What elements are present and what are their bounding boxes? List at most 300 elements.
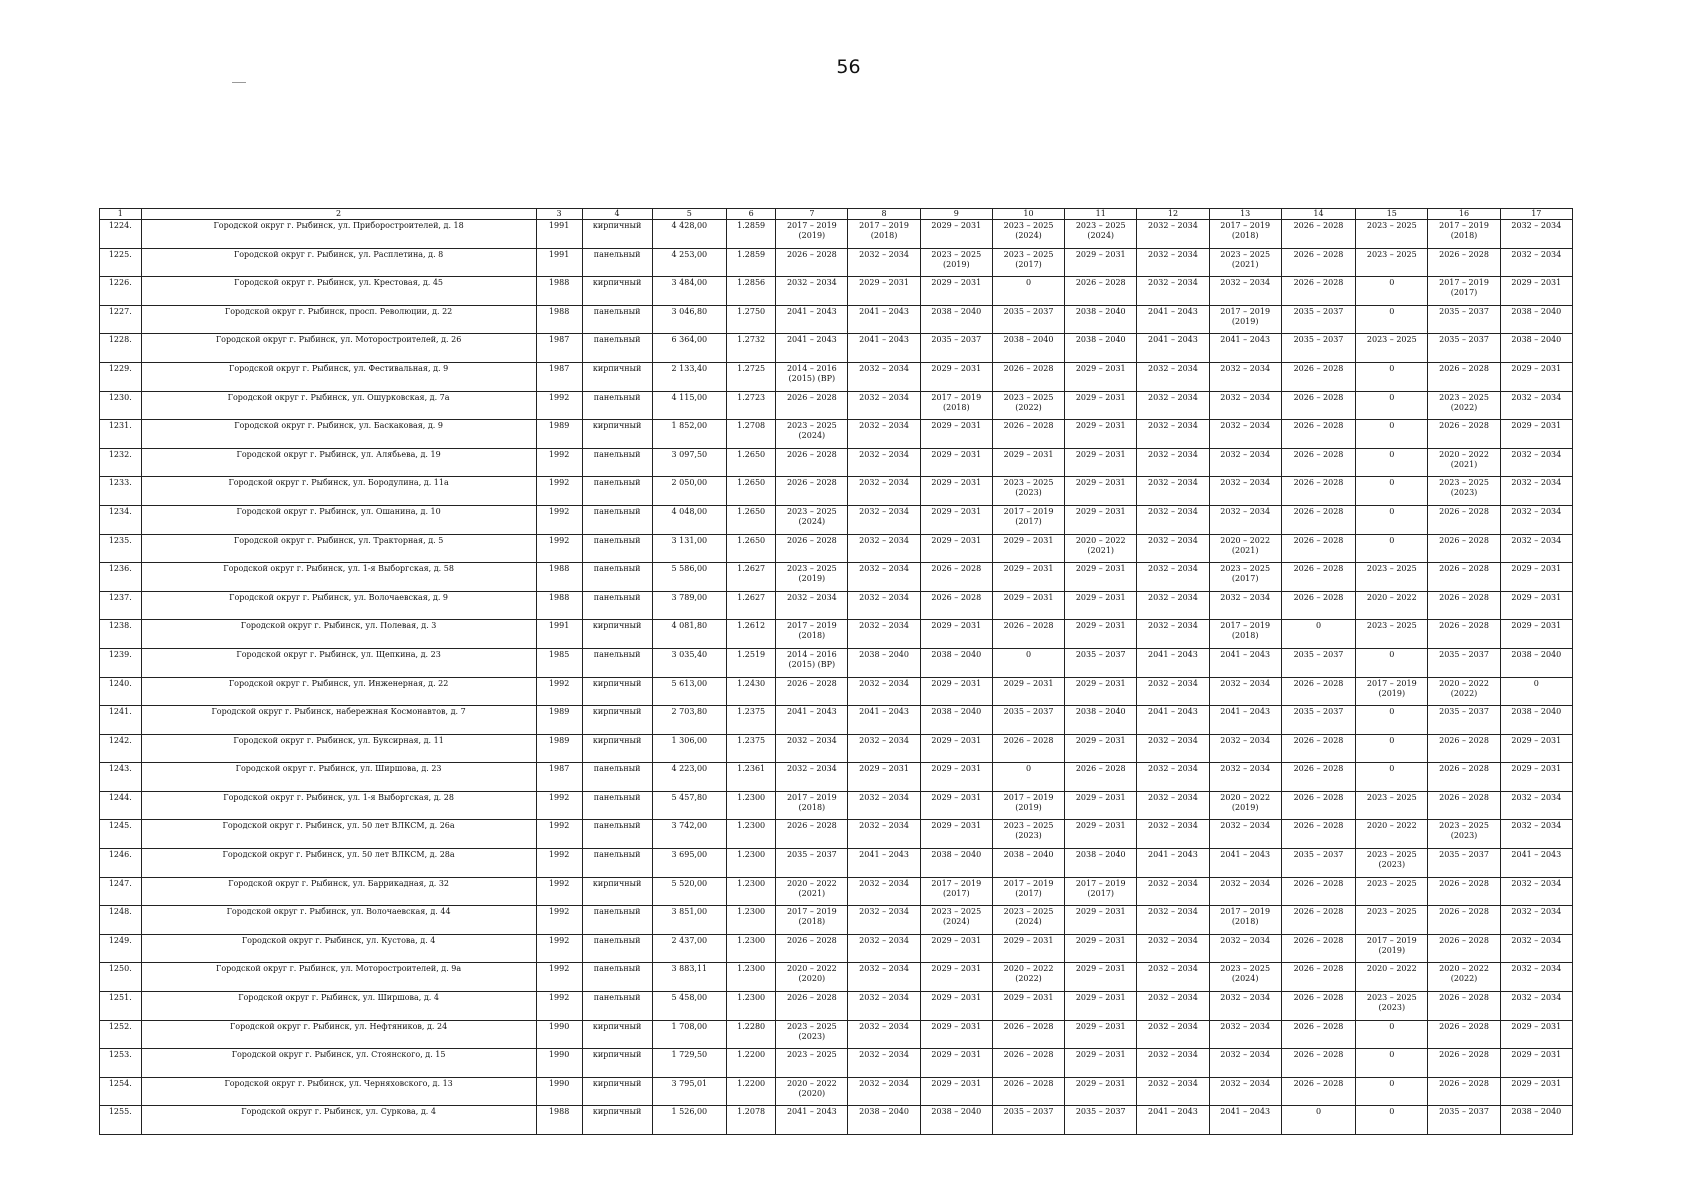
table-cell: 2038 – 2040 (1500, 648, 1572, 677)
table-cell: 2029 – 2031 (1065, 248, 1137, 277)
table-cell: 2029 – 2031 (920, 934, 992, 963)
table-cell: кирпичный (582, 362, 652, 391)
table-cell: 2041 – 2043 (1209, 334, 1281, 363)
table-cell: 2032 – 2034 (1137, 820, 1209, 849)
table-cell: 2026 – 2028 (992, 620, 1064, 649)
table-cell: 2032 – 2034 (1500, 248, 1572, 277)
table-row (100, 534, 1573, 563)
table-cell: 0 (1356, 734, 1428, 763)
table-cell: 2026 – 2028 (1281, 505, 1355, 534)
table-cell: 2023 – 2025 (2024) (992, 220, 1064, 249)
table-cell: 2026 – 2028 (1281, 391, 1355, 420)
column-number: 9 (920, 209, 992, 220)
table-cell: 2023 – 2025 (2024) (992, 906, 1064, 935)
table-cell: 2020 – 2022 (2019) (1209, 791, 1281, 820)
table-cell: 1988 (536, 277, 582, 306)
table-cell: 2038 – 2040 (920, 305, 992, 334)
address-cell: Городской округ г. Рыбинск, ул. Буксирная, д. 11 (141, 734, 536, 763)
table-cell: 1992 (536, 992, 582, 1021)
table-cell: 2035 – 2037 (992, 706, 1064, 735)
table-cell: 2032 – 2034 (1137, 1049, 1209, 1078)
table-cell: 2032 – 2034 (848, 420, 920, 449)
table-cell: 1.2200 (727, 1049, 776, 1078)
table-cell: 2032 – 2034 (1137, 277, 1209, 306)
table-cell: 2032 – 2034 (776, 734, 848, 763)
table-cell: 2032 – 2034 (1137, 906, 1209, 935)
table-cell: 1992 (536, 963, 582, 992)
row-number-cell: 1248. (100, 906, 142, 935)
table-cell: 2026 – 2028 (1281, 963, 1355, 992)
table-cell: кирпичный (582, 877, 652, 906)
table-cell: 2032 – 2034 (1500, 505, 1572, 534)
column-number: 15 (1356, 209, 1428, 220)
table-cell: 2029 – 2031 (920, 505, 992, 534)
table-cell: 2017 – 2019 (2018) (776, 791, 848, 820)
table-cell: 2026 – 2028 (1428, 563, 1500, 592)
table-cell: 2023 – 2025 (1356, 334, 1428, 363)
table-cell: 2026 – 2028 (1428, 992, 1500, 1021)
table-cell: 0 (1356, 1077, 1428, 1106)
table-cell: 2032 – 2034 (1209, 448, 1281, 477)
address-cell: Городской округ г. Рыбинск, просп. Революции, д. 22 (141, 305, 536, 334)
table-cell: 2026 – 2028 (776, 992, 848, 1021)
table-cell: 2026 – 2028 (992, 420, 1064, 449)
table-cell: 2029 – 2031 (1065, 505, 1137, 534)
table-cell: 2041 – 2043 (1209, 1106, 1281, 1135)
table-cell: 2032 – 2034 (1209, 763, 1281, 792)
table-cell: 1.2300 (727, 820, 776, 849)
table-cell: 2029 – 2031 (920, 420, 992, 449)
table-cell: 2035 – 2037 (920, 334, 992, 363)
table-cell: 2032 – 2034 (848, 505, 920, 534)
table-cell: 2032 – 2034 (848, 820, 920, 849)
table-cell: 1992 (536, 391, 582, 420)
table-cell: 2029 – 2031 (992, 992, 1064, 1021)
table-cell: 2026 – 2028 (920, 591, 992, 620)
table-cell: 1.2361 (727, 763, 776, 792)
table-row (100, 1049, 1573, 1078)
table-cell: 2029 – 2031 (920, 1077, 992, 1106)
table-cell: 2026 – 2028 (1281, 448, 1355, 477)
table-cell: 1.2723 (727, 391, 776, 420)
column-number: 4 (582, 209, 652, 220)
table-cell: 0 (1356, 648, 1428, 677)
table-cell: 2026 – 2028 (992, 734, 1064, 763)
table-cell: 2029 – 2031 (1500, 620, 1572, 649)
table-cell: 2023 – 2025 (1356, 877, 1428, 906)
table-cell: 2026 – 2028 (1281, 877, 1355, 906)
table-cell: 2 050,00 (652, 477, 726, 506)
table-cell: 2029 – 2031 (920, 820, 992, 849)
table-cell: 2032 – 2034 (1137, 620, 1209, 649)
table-cell: 3 742,00 (652, 820, 726, 849)
table-cell: 2029 – 2031 (848, 763, 920, 792)
table-cell: 2029 – 2031 (1500, 734, 1572, 763)
table-cell: 3 795,01 (652, 1077, 726, 1106)
table-cell: 2029 – 2031 (1065, 791, 1137, 820)
table-cell: 2029 – 2031 (1065, 1077, 1137, 1106)
table-cell: 2029 – 2031 (1065, 362, 1137, 391)
table-cell: 1 852,00 (652, 420, 726, 449)
table-cell: 2032 – 2034 (848, 477, 920, 506)
table-cell: 2017 – 2019 (2018) (776, 620, 848, 649)
table-cell: 2026 – 2028 (1428, 620, 1500, 649)
table-cell: 2032 – 2034 (848, 391, 920, 420)
page-number: 56 (836, 56, 861, 78)
table-cell: 2029 – 2031 (992, 677, 1064, 706)
table-cell: 1987 (536, 763, 582, 792)
table-cell: 2032 – 2034 (848, 992, 920, 1021)
table-cell: 2029 – 2031 (1065, 391, 1137, 420)
table-cell: 2038 – 2040 (992, 849, 1064, 878)
table-cell: 2035 – 2037 (1065, 648, 1137, 677)
table-cell: 1.2627 (727, 591, 776, 620)
address-cell: Городской округ г. Рыбинск, ул. Черняховского, д. 13 (141, 1077, 536, 1106)
table-cell: 2026 – 2028 (1428, 1077, 1500, 1106)
table-cell: 2020 – 2022 (2021) (1209, 534, 1281, 563)
table-cell: 2032 – 2034 (1137, 448, 1209, 477)
table-cell: 2026 – 2028 (776, 448, 848, 477)
table-cell: 2032 – 2034 (1209, 277, 1281, 306)
table-cell: 0 (1356, 277, 1428, 306)
table-cell: панельный (582, 591, 652, 620)
row-number-cell: 1251. (100, 992, 142, 1021)
table-cell: 2029 – 2031 (920, 763, 992, 792)
table-cell: 2041 – 2043 (848, 706, 920, 735)
table-cell: 2026 – 2028 (1428, 734, 1500, 763)
table-cell: 1988 (536, 1106, 582, 1135)
table-cell: 2041 – 2043 (776, 305, 848, 334)
table-cell: 2032 – 2034 (1137, 591, 1209, 620)
table-cell: 2038 – 2040 (1065, 706, 1137, 735)
table-cell: 2032 – 2034 (1209, 362, 1281, 391)
row-number-cell: 1231. (100, 420, 142, 449)
table-cell: 1.2200 (727, 1077, 776, 1106)
table-cell: 2029 – 2031 (920, 992, 992, 1021)
row-number-cell: 1246. (100, 849, 142, 878)
table-cell: 1 729,50 (652, 1049, 726, 1078)
row-number-cell: 1238. (100, 620, 142, 649)
table-cell: 2023 – 2025 (2023) (1356, 992, 1428, 1021)
column-number: 5 (652, 209, 726, 220)
table-cell: 2041 – 2043 (1137, 334, 1209, 363)
table-cell: 2026 – 2028 (776, 677, 848, 706)
table-cell: 2026 – 2028 (992, 1020, 1064, 1049)
table-cell: кирпичный (582, 1020, 652, 1049)
table-cell: панельный (582, 963, 652, 992)
table-cell: 2032 – 2034 (1209, 877, 1281, 906)
table-cell: 1990 (536, 1020, 582, 1049)
table-cell: 2017 – 2019 (2018) (776, 906, 848, 935)
table-cell: 0 (1281, 1106, 1355, 1135)
table-row (100, 277, 1573, 306)
table-cell: 2026 – 2028 (920, 563, 992, 592)
table-cell: 2023 – 2025 (1356, 620, 1428, 649)
table-cell: 2029 – 2031 (1500, 420, 1572, 449)
table-cell: 2026 – 2028 (992, 1049, 1064, 1078)
address-cell: Городской округ г. Рыбинск, ул. 50 лет ВЛКСМ, д. 28а (141, 849, 536, 878)
table-cell: 1992 (536, 906, 582, 935)
table-cell: 2029 – 2031 (920, 734, 992, 763)
address-cell: Городской округ г. Рыбинск, ул. Суркова, д. 4 (141, 1106, 536, 1135)
table-row (100, 248, 1573, 277)
table-cell: 2032 – 2034 (1209, 591, 1281, 620)
table-cell: 3 851,00 (652, 906, 726, 935)
address-cell: Городской округ г. Рыбинск, ул. Нефтяников, д. 24 (141, 1020, 536, 1049)
table-cell: 2017 – 2019 (2019) (1356, 934, 1428, 963)
table-cell: 2038 – 2040 (920, 1106, 992, 1135)
table-cell: 2020 – 2022 (2021) (1065, 534, 1137, 563)
table-cell: 2032 – 2034 (1137, 963, 1209, 992)
table-cell: 2026 – 2028 (1428, 591, 1500, 620)
table-cell: 2032 – 2034 (848, 620, 920, 649)
table-cell: панельный (582, 391, 652, 420)
table-cell: 2032 – 2034 (1209, 934, 1281, 963)
table-cell: 1.2300 (727, 906, 776, 935)
table-cell: 1.2732 (727, 334, 776, 363)
table-cell: 2023 – 2025 (2024) (776, 505, 848, 534)
table-cell: 2026 – 2028 (1065, 277, 1137, 306)
table-cell: 2032 – 2034 (1137, 505, 1209, 534)
table-cell: 2029 – 2031 (1500, 563, 1572, 592)
table-cell: 4 428,00 (652, 220, 726, 249)
table-cell: 2029 – 2031 (1065, 820, 1137, 849)
table-cell: 2038 – 2040 (1500, 706, 1572, 735)
table-cell: панельный (582, 534, 652, 563)
table-row (100, 734, 1573, 763)
table-cell: 2032 – 2034 (1500, 992, 1572, 1021)
housing-repair-schedule-table (99, 208, 1573, 1135)
address-cell: Городской округ г. Рыбинск, ул. Ширшова, д. 23 (141, 763, 536, 792)
table-cell: 2032 – 2034 (1500, 448, 1572, 477)
table-cell: панельный (582, 563, 652, 592)
table-cell: 2029 – 2031 (1065, 477, 1137, 506)
table-cell: 1992 (536, 934, 582, 963)
table-cell: 4 115,00 (652, 391, 726, 420)
table-row (100, 362, 1573, 391)
table-cell: 2026 – 2028 (1281, 906, 1355, 935)
address-cell: Городской округ г. Рыбинск, ул. 50 лет ВЛКСМ, д. 26а (141, 820, 536, 849)
table-cell: 6 364,00 (652, 334, 726, 363)
table-cell: 2023 – 2025 (2022) (992, 391, 1064, 420)
table-cell: 2035 – 2037 (1428, 706, 1500, 735)
table-cell: 2026 – 2028 (992, 1077, 1064, 1106)
table-cell: 2023 – 2025 (2017) (1209, 563, 1281, 592)
table-cell: 1992 (536, 448, 582, 477)
address-cell: Городской округ г. Рыбинск, ул. Ошурковская, д. 7а (141, 391, 536, 420)
table-cell: 2029 – 2031 (1500, 1020, 1572, 1049)
table-cell: 0 (1356, 391, 1428, 420)
table-cell: 5 586,00 (652, 563, 726, 592)
table-cell: 2026 – 2028 (1281, 591, 1355, 620)
table-cell: 0 (1356, 505, 1428, 534)
table-row (100, 334, 1573, 363)
table-cell: 2032 – 2034 (848, 362, 920, 391)
table-cell: 2017 – 2019 (2019) (776, 220, 848, 249)
table-cell: 2026 – 2028 (1281, 934, 1355, 963)
row-number-cell: 1225. (100, 248, 142, 277)
table-cell: 2035 – 2037 (1281, 648, 1355, 677)
column-number: 3 (536, 209, 582, 220)
table-cell: 2032 – 2034 (1137, 763, 1209, 792)
column-number: 11 (1065, 209, 1137, 220)
table-cell: 2026 – 2028 (1281, 362, 1355, 391)
table-cell: 2026 – 2028 (1281, 1049, 1355, 1078)
table-row (100, 820, 1573, 849)
table-cell: 2032 – 2034 (1209, 1020, 1281, 1049)
table-cell: 2023 – 2025 (1356, 791, 1428, 820)
table-cell: 2032 – 2034 (1500, 934, 1572, 963)
table-cell: 2038 – 2040 (920, 849, 992, 878)
table-cell: 2032 – 2034 (1209, 820, 1281, 849)
address-cell: Городской округ г. Рыбинск, набережная Космонавтов, д. 7 (141, 706, 536, 735)
table-cell: 2032 – 2034 (848, 591, 920, 620)
table-cell: 2035 – 2037 (776, 849, 848, 878)
table-cell: 2032 – 2034 (848, 877, 920, 906)
table-cell: 2026 – 2028 (1281, 220, 1355, 249)
table-cell: 1.2300 (727, 992, 776, 1021)
table-cell: 2032 – 2034 (1137, 877, 1209, 906)
table-cell: 2026 – 2028 (1428, 534, 1500, 563)
table-cell: панельный (582, 791, 652, 820)
table-cell: 2023 – 2025 (2019) (776, 563, 848, 592)
table-cell: 2035 – 2037 (1281, 849, 1355, 878)
column-number: 13 (1209, 209, 1281, 220)
table-row (100, 849, 1573, 878)
column-number-row (100, 209, 1573, 220)
table-cell: 2032 – 2034 (1137, 391, 1209, 420)
table-cell: кирпичный (582, 1049, 652, 1078)
table-cell: 2029 – 2031 (1065, 906, 1137, 935)
row-number-cell: 1249. (100, 934, 142, 963)
address-cell: Городской округ г. Рыбинск, ул. Полевая, д. 3 (141, 620, 536, 649)
row-number-cell: 1240. (100, 677, 142, 706)
table-cell: панельный (582, 477, 652, 506)
table-cell: 2029 – 2031 (1065, 591, 1137, 620)
table-cell: 2 133,40 (652, 362, 726, 391)
table-cell: кирпичный (582, 1106, 652, 1135)
table-cell: 2029 – 2031 (920, 963, 992, 992)
table-cell: 2026 – 2028 (1428, 1049, 1500, 1078)
table-cell: 1.2280 (727, 1020, 776, 1049)
table-cell: 5 458,00 (652, 992, 726, 1021)
table-cell: 2035 – 2037 (1281, 305, 1355, 334)
table-cell: 2023 – 2025 (2017) (992, 248, 1064, 277)
table-cell: 0 (1356, 477, 1428, 506)
table-cell: 2026 – 2028 (1428, 763, 1500, 792)
table-cell: 2029 – 2031 (920, 534, 992, 563)
address-cell: Городской округ г. Рыбинск, ул. Моторостроителей, д. 26 (141, 334, 536, 363)
table-cell: 2026 – 2028 (992, 362, 1064, 391)
address-cell: Городской округ г. Рыбинск, ул. Кустова, д. 4 (141, 934, 536, 963)
table-cell: 4 223,00 (652, 763, 726, 792)
table-cell: 3 131,00 (652, 534, 726, 563)
table-cell: 2032 – 2034 (1209, 1077, 1281, 1106)
table-cell: 2026 – 2028 (1281, 563, 1355, 592)
table-cell: 2029 – 2031 (1065, 963, 1137, 992)
table-cell: 2032 – 2034 (1209, 505, 1281, 534)
table-cell: 2023 – 2025 (2024) (920, 906, 992, 935)
table-cell: 1.2300 (727, 963, 776, 992)
table-cell: 2032 – 2034 (1137, 1077, 1209, 1106)
table-cell: 3 883,11 (652, 963, 726, 992)
column-number: 7 (776, 209, 848, 220)
table-cell: панельный (582, 334, 652, 363)
table-cell: 2038 – 2040 (1065, 334, 1137, 363)
table-cell: 0 (1356, 534, 1428, 563)
table-cell: 1.2856 (727, 277, 776, 306)
row-number-cell: 1229. (100, 362, 142, 391)
table-cell: 1 306,00 (652, 734, 726, 763)
table-cell: 2020 – 2022 (2021) (1428, 448, 1500, 477)
table-cell: 2038 – 2040 (848, 648, 920, 677)
table-cell: 5 457,80 (652, 791, 726, 820)
table-body (100, 220, 1573, 1135)
table-cell: 2026 – 2028 (1428, 248, 1500, 277)
table-cell: 2017 – 2019 (2017) (1065, 877, 1137, 906)
table-cell: 2035 – 2037 (1281, 334, 1355, 363)
table-cell: 2029 – 2031 (992, 534, 1064, 563)
column-number: 2 (141, 209, 536, 220)
table-row (100, 448, 1573, 477)
table-cell: 2026 – 2028 (1281, 763, 1355, 792)
table-cell: 2029 – 2031 (920, 277, 992, 306)
table-cell: кирпичный (582, 734, 652, 763)
table-cell: кирпичный (582, 277, 652, 306)
row-number-cell: 1228. (100, 334, 142, 363)
table-cell: 2029 – 2031 (1065, 734, 1137, 763)
table-cell: 2029 – 2031 (920, 620, 992, 649)
table-cell: панельный (582, 849, 652, 878)
table-cell: 2029 – 2031 (992, 591, 1064, 620)
table-cell: 1.2300 (727, 849, 776, 878)
table-cell: 2017 – 2019 (2018) (1209, 906, 1281, 935)
table-cell: 1992 (536, 677, 582, 706)
table-cell: 2041 – 2043 (1500, 849, 1572, 878)
table-row (100, 763, 1573, 792)
table-cell: 2023 – 2025 (2023) (1356, 849, 1428, 878)
table-cell: 2029 – 2031 (1500, 763, 1572, 792)
table-cell: 2017 – 2019 (2018) (920, 391, 992, 420)
address-cell: Городской округ г. Рыбинск, ул. Моторостроителей, д. 9а (141, 963, 536, 992)
table-cell: 1.2612 (727, 620, 776, 649)
table-cell: 1991 (536, 248, 582, 277)
table-cell: 2017 – 2019 (2018) (848, 220, 920, 249)
table-cell: 2026 – 2028 (776, 820, 848, 849)
table-cell: 1988 (536, 305, 582, 334)
table-cell: 2038 – 2040 (1500, 1106, 1572, 1135)
table-cell: 2032 – 2034 (1137, 992, 1209, 1021)
table-cell: 2035 – 2037 (992, 1106, 1064, 1135)
table-cell: 1.2708 (727, 420, 776, 449)
table-cell: 2020 – 2022 (2022) (1428, 963, 1500, 992)
table-cell: 0 (1356, 706, 1428, 735)
table-cell: 2 703,80 (652, 706, 726, 735)
table-cell: 1 526,00 (652, 1106, 726, 1135)
table-cell: 1.2650 (727, 448, 776, 477)
table-cell: 2029 – 2031 (920, 677, 992, 706)
table-cell: 1.2078 (727, 1106, 776, 1135)
table-cell: 2032 – 2034 (1209, 1049, 1281, 1078)
row-number-cell: 1232. (100, 448, 142, 477)
table-cell: 1.2627 (727, 563, 776, 592)
address-cell: Городской округ г. Рыбинск, ул. Стоянского, д. 15 (141, 1049, 536, 1078)
table-cell: 2041 – 2043 (1137, 706, 1209, 735)
address-cell: Городской округ г. Рыбинск, ул. Волочаевская, д. 44 (141, 906, 536, 935)
table-cell: 2032 – 2034 (1137, 534, 1209, 563)
table-cell: 2029 – 2031 (920, 477, 992, 506)
table-cell: 2026 – 2028 (1428, 505, 1500, 534)
